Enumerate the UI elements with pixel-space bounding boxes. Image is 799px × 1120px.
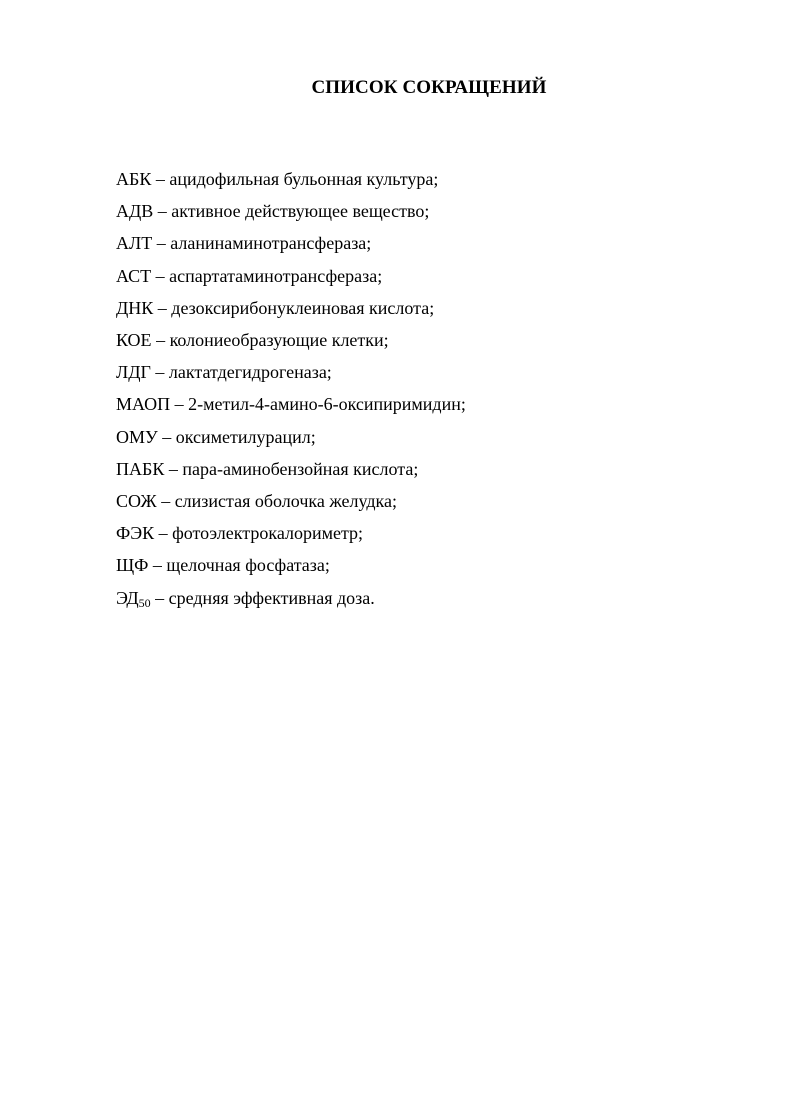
definition: – дезоксирибонуклеиновая кислота;: [153, 297, 435, 318]
abbreviation: ЛДГ: [116, 362, 151, 383]
definition: – активное действующее вещество;: [153, 201, 430, 222]
list-item: [116, 388, 466, 420]
definition: – аспартатаминотрансфераза;: [151, 265, 383, 286]
abbreviation: ЭД: [116, 587, 139, 608]
abbreviation: АЛТ: [116, 233, 153, 254]
definition: – пара-аминобензойная кислота;: [164, 458, 419, 479]
definition: – 2-метил-4-амино-6-оксипиримидин;: [170, 394, 466, 415]
list-item: [116, 549, 466, 581]
abbreviation-subscript: 50: [138, 595, 151, 610]
definition: – оксиметилурацил;: [157, 426, 316, 447]
definition: – колониеобразующие клетки;: [151, 330, 389, 351]
list-item: [116, 260, 466, 292]
list-item: [116, 324, 466, 356]
list-item: [116, 195, 466, 227]
abbreviation: КОЕ: [116, 330, 152, 351]
definition: – слизистая оболочка желудка;: [156, 491, 397, 512]
definition: – аланинаминотрансфераза;: [152, 233, 372, 254]
list-item: [116, 453, 466, 485]
abbreviation: ЩФ: [116, 555, 149, 576]
list-item: [116, 163, 466, 195]
abbreviation: СОЖ: [116, 491, 157, 512]
definition: – ацидофильная бульонная культура;: [151, 169, 439, 189]
abbreviation: ОМУ: [116, 426, 158, 447]
definition: – лактатдегидрогеназа;: [150, 362, 332, 383]
page-title: СПИСОК СОКРАЩЕНИЙ: [311, 77, 547, 98]
definition: – средняя эффективная доза.: [150, 587, 375, 608]
list-item: [116, 227, 466, 259]
list-item: [116, 421, 466, 453]
abbreviation: АДВ: [116, 201, 154, 222]
list-item: [116, 582, 466, 614]
abbreviation: ФЭК: [116, 523, 155, 544]
definition: – фотоэлектрокалориметр;: [154, 523, 364, 544]
abbreviation: ПАБК: [116, 458, 165, 479]
list-item: [116, 485, 466, 517]
list-item: [116, 517, 466, 549]
abbreviation-list: [116, 163, 466, 614]
abbreviation: МАОП: [116, 394, 171, 415]
abbreviation: АБК: [116, 169, 152, 189]
list-item: [116, 292, 466, 324]
list-item: [116, 356, 466, 388]
definition: – щелочная фосфатаза;: [148, 555, 330, 576]
abbreviation: АСТ: [116, 265, 152, 286]
abbreviation: ДНК: [116, 297, 154, 318]
